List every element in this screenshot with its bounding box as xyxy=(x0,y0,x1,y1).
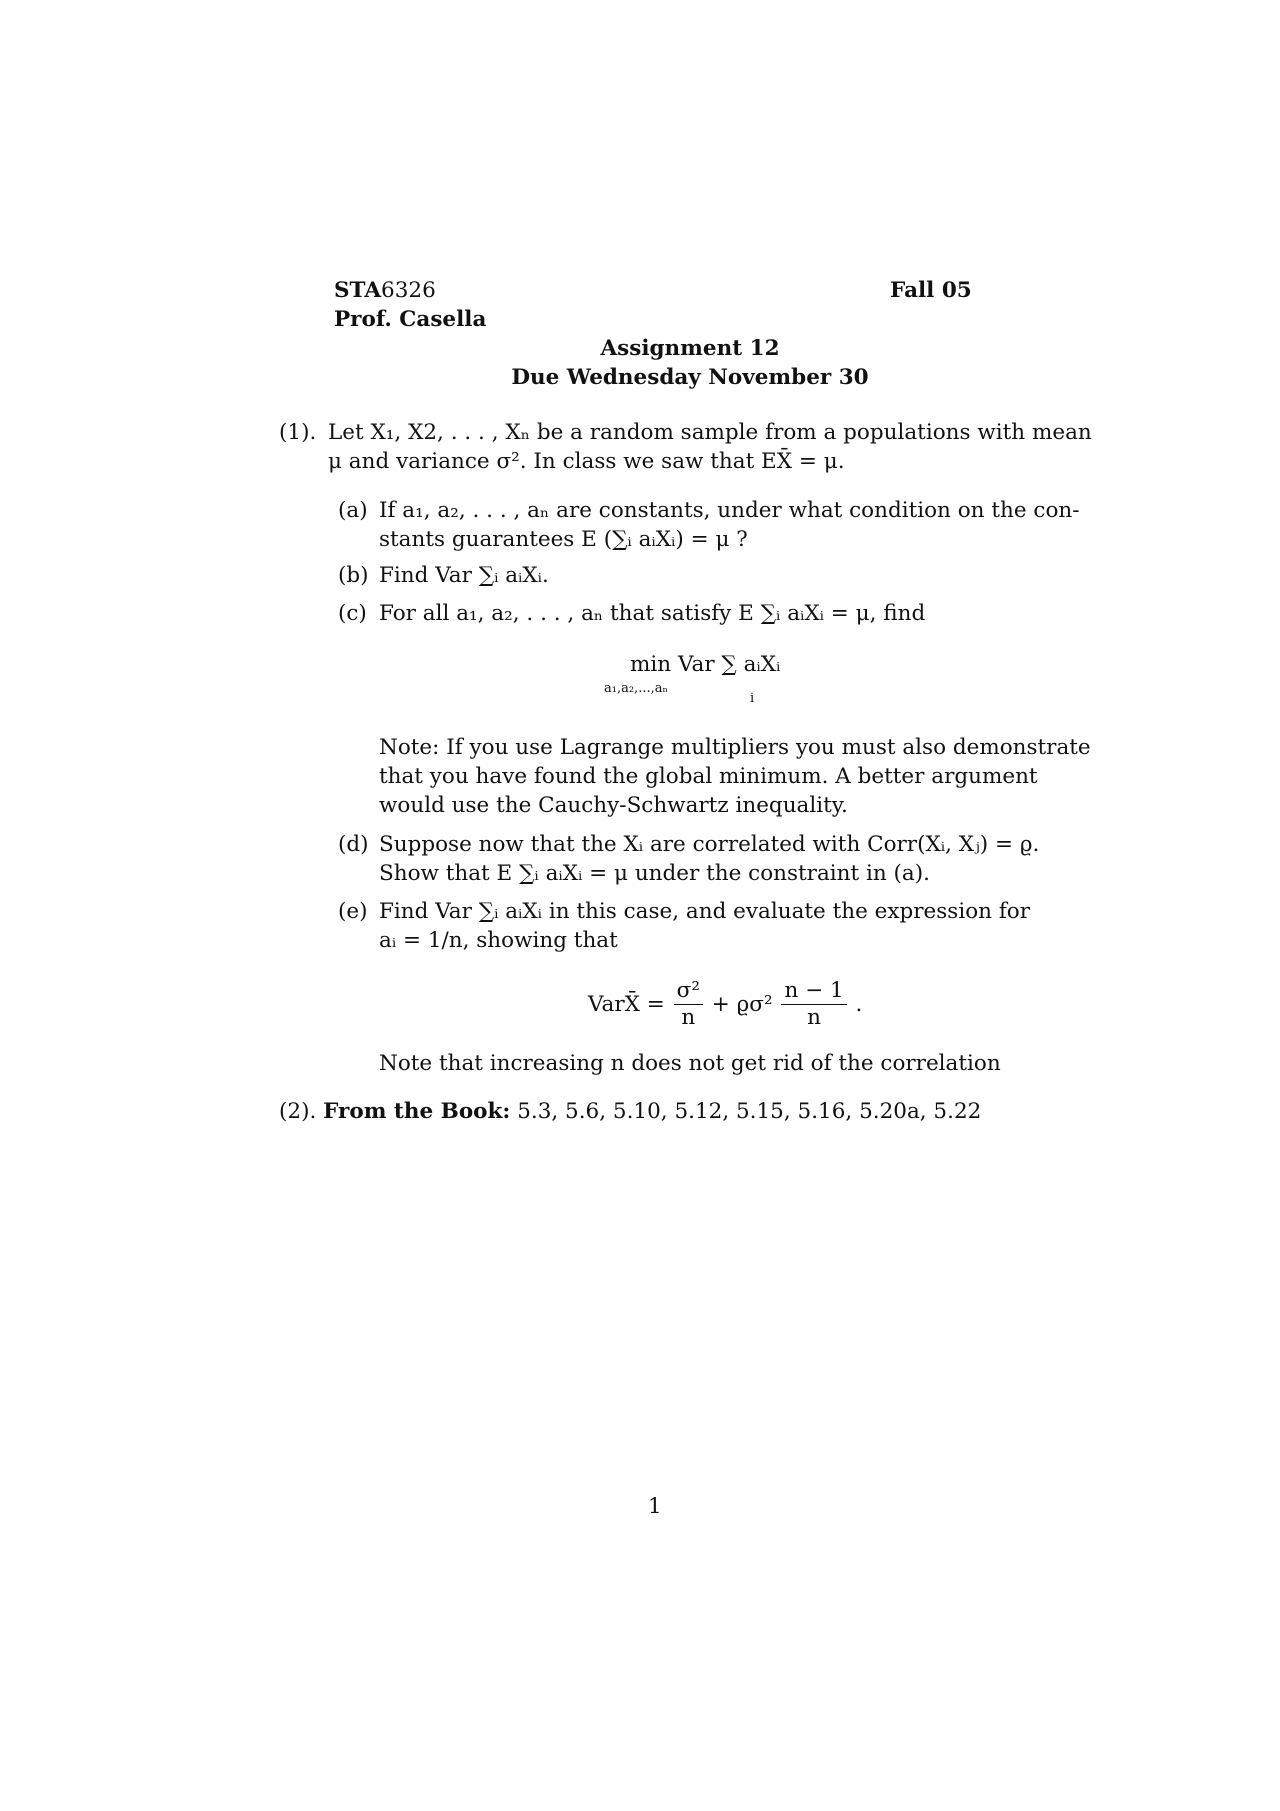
part-e-line-1: Find Var ∑ᵢ aᵢXᵢ in this case, and evaluate the expression for xyxy=(379,899,1031,924)
problem-2-label: From the Book: xyxy=(323,1099,511,1124)
equation-period: . xyxy=(855,992,863,1017)
part-d-label: (d) xyxy=(338,832,369,857)
part-c-display-min-subscript: a₁,a₂,...,aₙ xyxy=(604,681,669,696)
problem-2-number: (2). xyxy=(279,1099,317,1124)
part-e-note: Note that increasing n does not get rid of the correlation xyxy=(379,1051,1001,1076)
fraction-1-denominator: n xyxy=(681,1005,696,1030)
part-a-line-1: If a₁, a₂, . . . , aₙ are constants, under what condition on the con- xyxy=(379,498,1080,523)
fraction-2-numerator: n − 1 xyxy=(781,978,846,1005)
part-e-label: (e) xyxy=(338,899,368,924)
equation-lhs: VarX̄ = xyxy=(588,992,665,1017)
part-a-label: (a) xyxy=(338,498,368,523)
equation-plus-term: + ϱσ² xyxy=(711,992,773,1017)
fraction-2-denominator: n xyxy=(807,1005,821,1030)
problem-2 xyxy=(279,1097,981,1126)
fraction-1-numerator: σ² xyxy=(674,978,703,1005)
part-c-label: (c) xyxy=(338,601,367,626)
part-b-text: Find Var ∑ᵢ aᵢXᵢ. xyxy=(379,563,549,588)
part-b-label: (b) xyxy=(338,563,369,588)
part-c-note-line-3: would use the Cauchy-Schwartz inequality. xyxy=(379,793,848,818)
part-e-display-equation xyxy=(588,978,862,1044)
part-c-display-equation xyxy=(600,650,840,710)
fraction-n-minus-1-over-n xyxy=(781,978,846,1031)
part-d-line-2: Show that E ∑ᵢ aᵢXᵢ = μ under the constraint in (a). xyxy=(379,861,930,886)
part-e-line-2: aᵢ = 1/n, showing that xyxy=(379,928,618,953)
part-d-line-1: Suppose now that the Xᵢ are correlated with Corr(Xᵢ, Xⱼ) = ϱ. xyxy=(379,832,1040,857)
term-label: Fall 05 xyxy=(890,278,972,303)
part-c-note-line-2: that you have found the global minimum. A better argument xyxy=(379,764,1038,789)
problem-1-intro-line-1: Let X₁, X2, . . . , Xₙ be a random sample from a populations with mean xyxy=(328,420,1092,445)
problem-1-number: (1). xyxy=(279,420,317,445)
part-a-line-2: stants guarantees E (∑ᵢ aᵢXᵢ) = μ ? xyxy=(379,527,748,552)
due-date: Due Wednesday November 30 xyxy=(511,365,869,390)
course-code: STA6326 xyxy=(334,278,436,303)
problem-2-exercises: 5.3, 5.6, 5.10, 5.12, 5.15, 5.16, 5.20a, 5.22 xyxy=(517,1099,982,1124)
part-c-note-line-1: Note: If you use Lagrange multipliers you must also demonstrate xyxy=(379,735,1091,760)
assignment-title: Assignment 12 xyxy=(600,336,780,361)
professor-name: Prof. Casella xyxy=(334,307,487,332)
page-number: 1 xyxy=(648,1494,662,1519)
problem-1-intro-line-2: μ and variance σ². In class we saw that EX̄ = μ. xyxy=(328,449,845,474)
fraction-sigma-over-n xyxy=(674,978,703,1031)
part-c-text: For all a₁, a₂, . . . , aₙ that satisfy E ∑ᵢ aᵢXᵢ = μ, find xyxy=(379,601,926,626)
part-c-display-main: min Var ∑ aᵢXᵢ xyxy=(630,652,781,677)
part-c-display-sum-index: i xyxy=(750,691,755,706)
